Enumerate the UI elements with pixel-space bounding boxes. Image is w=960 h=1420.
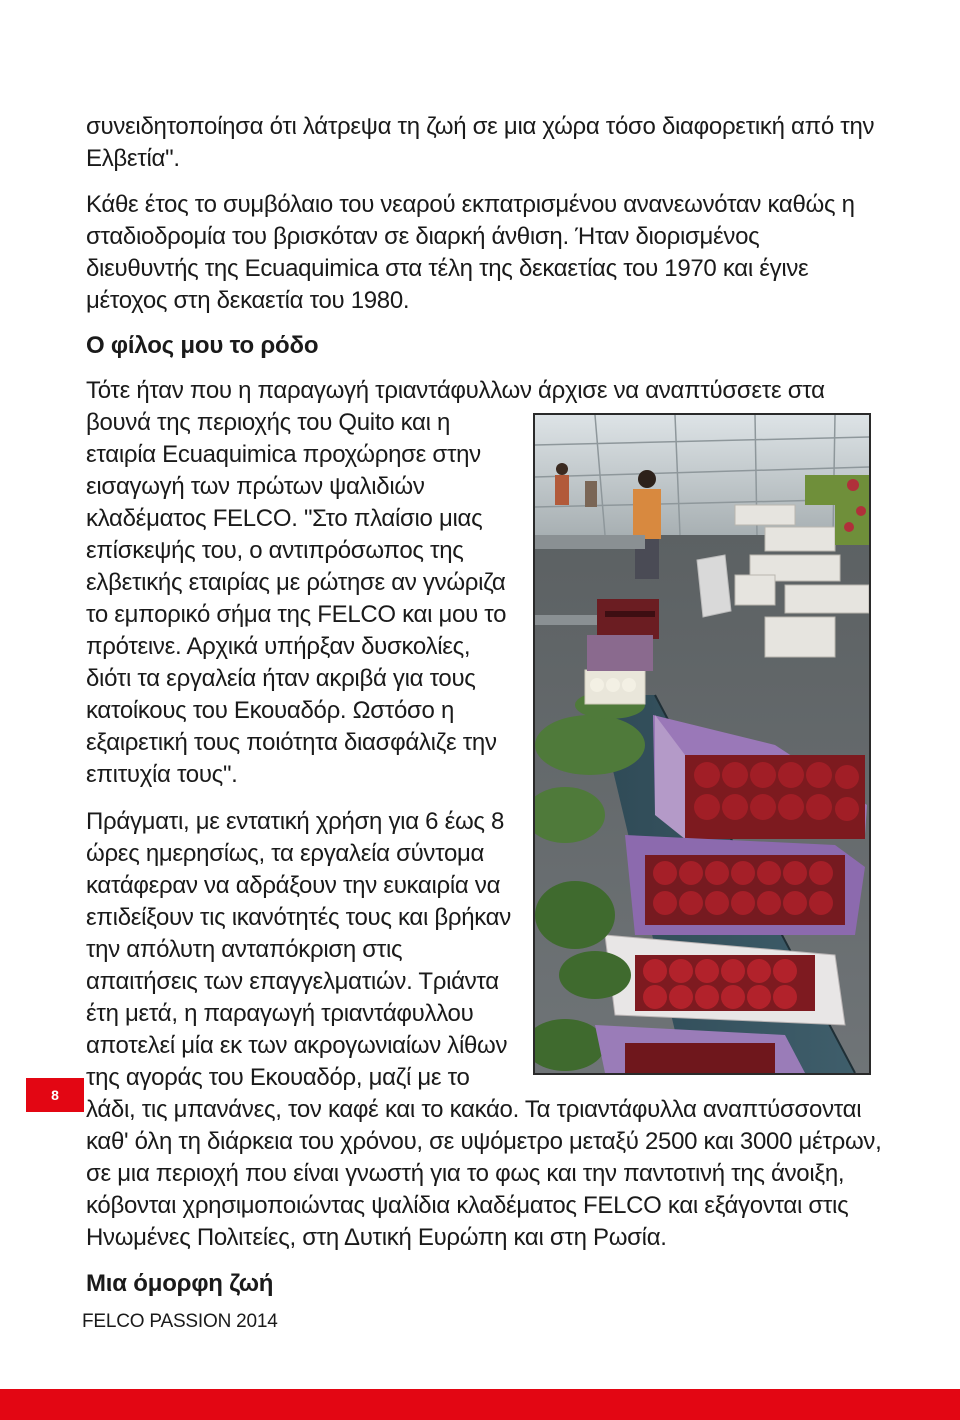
paragraph-4-line-11: καθ' όλη τη διάρκεια του χρόνου, σε υψόμετρο μεταξύ 2500 και 3000 μέτρων,: [86, 1128, 882, 1155]
paragraph-3-line-1: Τότε ήταν που η παραγωγή τριαντάφυλλων άρχισε να αναπτύσσετε στα: [86, 377, 825, 404]
page-number-badge: 8: [26, 1078, 84, 1112]
paragraph-3-line-12: εξαιρετική τους ποιότητα διασφάλιζε την: [86, 729, 497, 756]
rose-packing-photo: [533, 413, 871, 1075]
paragraph-3-line-2: βουνά της περιοχής του Quito και η: [86, 409, 451, 436]
paragraph-4-line-9: της αγοράς του Εκουαδόρ, μαζί με το: [86, 1064, 470, 1091]
paragraph-4-line-13: κόβονται χρησιμοποιώντας ψαλίδια κλαδέματος FELCO και εξάγονται στις: [86, 1192, 849, 1219]
footer-bar: [0, 1389, 960, 1420]
paragraph-1-line-1: συνειδητοποίησα ότι λάτρεψα τη ζωή σε μια χώρα τόσο διαφορετική από την: [86, 113, 875, 140]
paragraph-4-line-3: κατάφεραν να αδράξουν την ευκαιρία να: [86, 872, 501, 899]
paragraph-2-line-1: Κάθε έτος το συμβόλαιο του νεαρού εκπατρισμένου ανανεωνόταν καθώς η: [86, 191, 855, 218]
paragraph-4-line-8: αποτελεί μία εκ των ακρογωνιαίων λίθων: [86, 1032, 508, 1059]
paragraph-4-line-2: ώρες ημερησίως, τα εργαλεία σύντομα: [86, 840, 485, 867]
paragraph-4-line-7: έτη μετά, η παραγωγή τριαντάφυλλου: [86, 1000, 474, 1027]
paragraph-4-line-5: την απόλυτη ανταπόκριση στις: [86, 936, 403, 963]
paragraph-3-line-10: διότι τα εργαλεία ήταν ακριβά για τους: [86, 665, 476, 692]
paragraph-4-line-12: σε μια περιοχή που είναι γνωστή για το φως και την παντοτινή της άνοιξη,: [86, 1160, 845, 1187]
paragraph-3-line-9: πρότεινε. Αρχικά υπήρξαν δυσκολίες,: [86, 633, 471, 660]
paragraph-4-line-6: απαιτήσεις των επαγγελματιών. Τριάντα: [86, 968, 499, 995]
footer-brand: FELCO PASSION 2014: [82, 1311, 278, 1332]
paragraph-3-line-4: εισαγωγή των πρώτων ψαλιδιών: [86, 473, 425, 500]
paragraph-4-line-10: λάδι, τις μπανάνες, τον καφέ και το κακάο. Τα τριαντάφυλλα αναπτύσσονται: [86, 1096, 862, 1123]
paragraph-3-line-11: κατοίκους του Εκουαδόρ. Ωστόσο η: [86, 697, 455, 724]
paragraph-2-line-4: μέτοχος στη δεκαετία του 1980.: [86, 287, 410, 314]
paragraph-3-line-13: επιτυχία τους".: [86, 761, 238, 788]
section-heading-rose: Ο φίλος μου το ρόδο: [86, 332, 319, 359]
paragraph-2-line-2: σταδιοδρομία του βρισκόταν σε διαρκή άνθιση. Ήταν διορισμένος: [86, 223, 760, 250]
paragraph-4-line-1: Πράγματι, με εντατική χρήση για 6 έως 8: [86, 808, 505, 835]
paragraph-2-line-3: διευθυντής της Ecuaquimica στα τέλη της δεκαετίας του 1970 και έγινε: [86, 255, 809, 282]
paragraph-3-line-5: κλαδέματος FELCO. "Στο πλαίσιο μιας: [86, 505, 483, 532]
paragraph-3-line-8: το εμπορικό σήμα της FELCO και μου το: [86, 601, 507, 628]
paragraph-1-line-2: Ελβετία".: [86, 145, 180, 172]
paragraph-4-line-4: επιδείξουν τις ικανότητές τους και βρήκαν: [86, 904, 511, 931]
section-heading-beautiful-life: Μια όμορφη ζωή: [86, 1270, 274, 1297]
paragraph-3-line-3: εταιρία Ecuaquimica προχώρησε στην: [86, 441, 481, 468]
paragraph-3-line-6: επίσκεψής του, ο αντιπρόσωπος της: [86, 537, 464, 564]
paragraph-3-line-7: ελβετικής εταιρίας με ρώτησε αν γνώριζα: [86, 569, 506, 596]
paragraph-4-line-14: Ηνωμένες Πολιτείες, στη Δυτική Ευρώπη και στη Ρωσία.: [86, 1224, 667, 1251]
